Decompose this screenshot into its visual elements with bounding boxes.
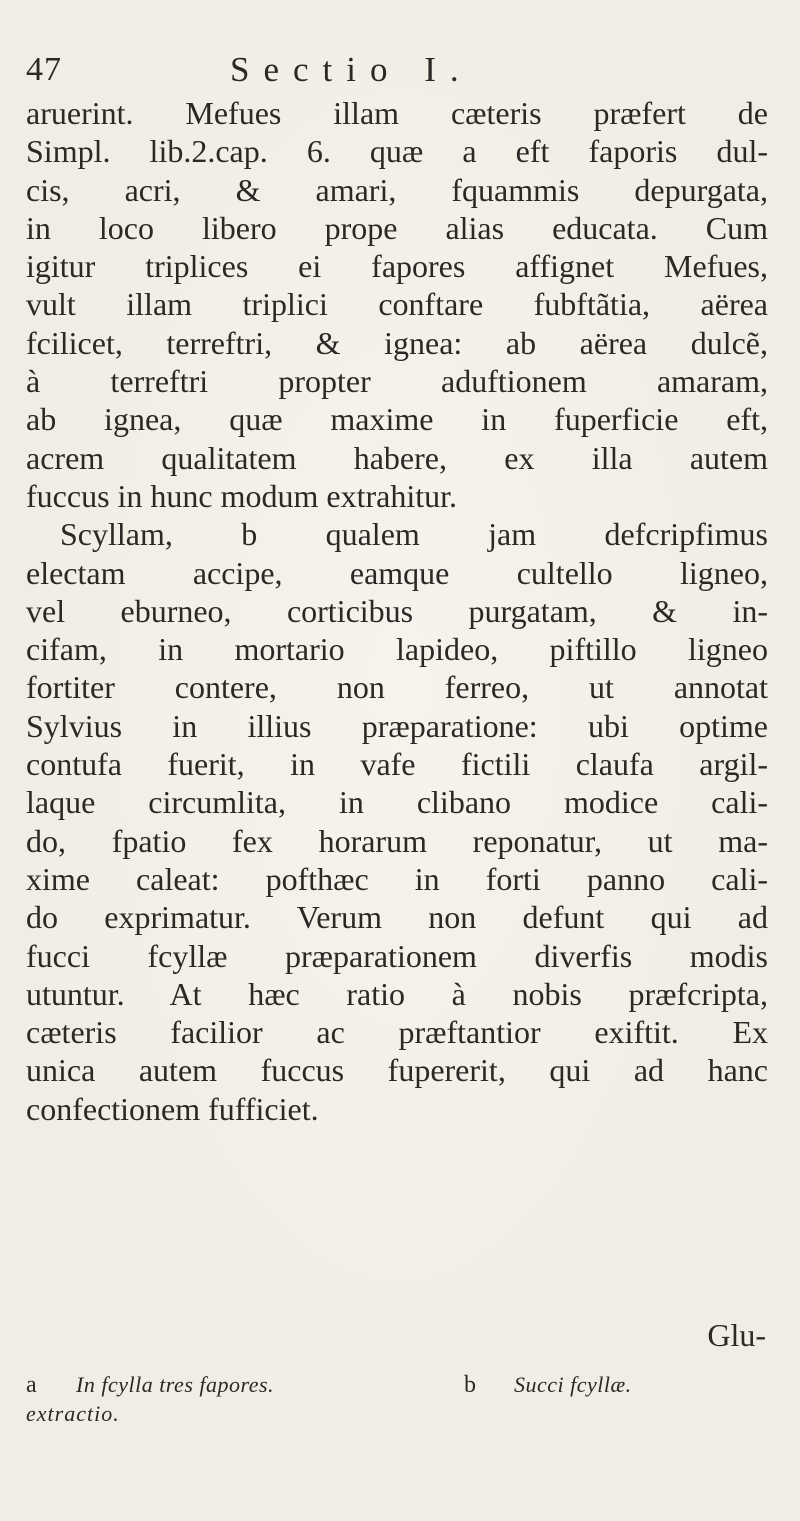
footnote-text: Succi fcyllæ. [514, 1372, 632, 1397]
text-line: utuntur. At hæc ratio à nobis præfcripta, [26, 975, 768, 1012]
text-line: fucci fcyllæ præparationem diverfis modis [26, 937, 768, 974]
footnotes [26, 1370, 768, 1450]
text-line: aruerint. Mefues illam cæteris præfert de [26, 95, 768, 131]
text-line: cifam, in mortario lapideo, piftillo ligneo [26, 631, 768, 668]
text-line: fuccus in hunc modum extrahitur. [26, 477, 458, 514]
text-line: Sylvius in illius præparatione: ubi optime [26, 707, 768, 744]
text-line: Scyllam, b qualem jam defcripfimus [60, 516, 768, 553]
text-line: in loco libero prope alias educata. Cum [26, 209, 768, 246]
catchword: Glu- [707, 1317, 766, 1353]
text-line: contufa fuerit, in vafe fictili claufa argil- [26, 746, 768, 783]
text-line: unica autem fuccus fupererit, qui ad hanc [26, 1052, 768, 1089]
footnote-b [464, 1370, 764, 1400]
text-line: fortiter contere, non ferreo, ut annotat [26, 669, 768, 706]
text-line: à terreftri propter aduftionem amaram, [26, 363, 768, 400]
body-text [26, 94, 768, 1128]
text-line: confectionem fufficiet. [26, 1090, 319, 1127]
running-head: Sectio I. [230, 50, 473, 89]
footnote-continuation: extractio. [26, 1401, 120, 1426]
text-line: acrem qualitatem habere, ex illa autem [26, 439, 768, 476]
page-number: 47 [26, 51, 62, 88]
footnote-mark: a [26, 1372, 37, 1398]
page-header [26, 50, 760, 94]
text-line: electam accipe, eamque cultello ligneo, [26, 554, 768, 591]
text-line: fcilicet, terreftri, & ignea: ab aërea dulcẽ, [26, 324, 768, 361]
text-line: laque circumlita, in clibano modice cali- [26, 784, 768, 821]
text-line: igitur triplices ei fapores affignet Mefues, [26, 248, 768, 285]
text-line: cæteris facilior ac præftantior exiftit. Ex [26, 1014, 768, 1051]
footnote-text: In fcylla tres fapores. [76, 1372, 275, 1397]
text-line: ab ignea, quæ maxime in fuperficie eft, [26, 401, 768, 438]
text-line: vult illam triplici conftare fubftãtia, aërea [26, 286, 768, 323]
text-line: cis, acri, & amari, fquammis depurgata, [26, 171, 768, 208]
footnote-mark: b [464, 1372, 476, 1398]
text-line: do, fpatio fex horarum reponatur, ut ma- [26, 822, 768, 859]
text-line: xime caleat: pofthæc in forti panno cali- [26, 860, 768, 897]
text-line: vel eburneo, corticibus purgatam, & in- [26, 592, 768, 629]
text-line: do exprimatur. Verum non defunt qui ad [26, 899, 768, 936]
text-line: Simpl. lib.2.cap. 6. quæ a eft faporis dul- [26, 133, 768, 170]
footnote-a [26, 1370, 446, 1428]
